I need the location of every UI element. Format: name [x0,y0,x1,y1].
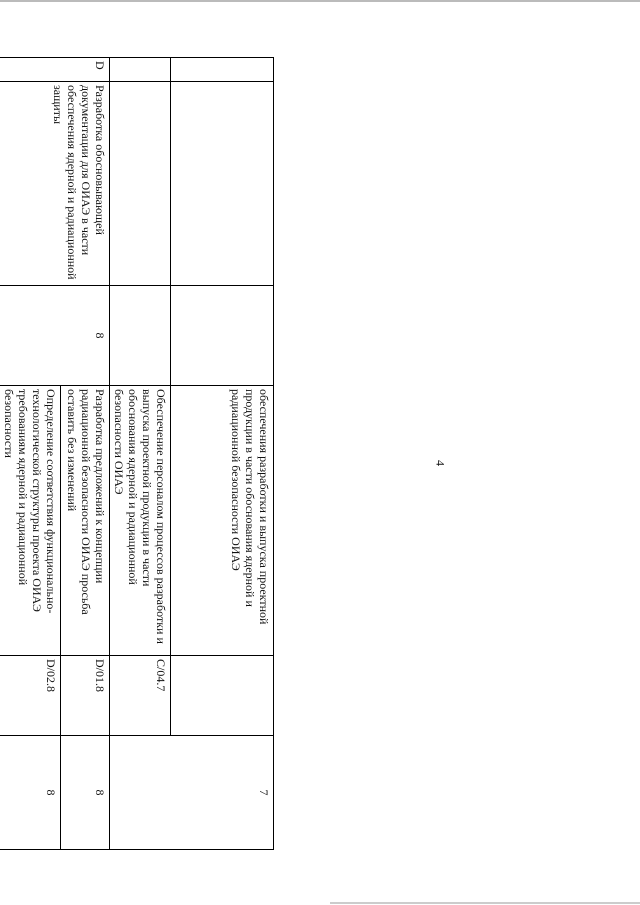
cell-code [110,58,171,82]
cell-func-code [171,656,274,736]
scan-edge-top [0,0,640,2]
cell-func-level: 7 [110,736,274,850]
page-number: 4 [433,460,448,466]
cell-level [110,286,171,386]
cell-function: Разработка предложений к концепции радиационной безопасности ОИАЭ просьба оставить без изменений [61,386,110,656]
cell-name: Разработка обосновывающей документации для ОИАЭ в части обеспечения ядерной и радиационной защиты [0,82,110,286]
table-row-c047 [110,58,171,850]
cell-code: D [0,58,110,82]
generalized-functions-table [0,57,274,850]
cell-name [110,82,171,286]
cell-func-level: 8 [61,736,110,850]
cell-level: 8 [0,286,110,386]
cell-func-code: C/04.7 [110,656,171,736]
cell-func-code: D/02.8 [0,656,61,736]
table-row-continuation [171,58,274,850]
rotated-table-container [2,57,274,849]
cell-code [171,58,274,82]
cell-function: Определение соответствия функционально-технологической структуры проекта ОИАЭ требованиям ядерной и радиационной безопасности [0,386,61,656]
table-row-d018 [61,58,110,850]
cell-function: Обеспечение персоналом процессов разработки и выпуска проектной продукции в части обоснования ядерной и радиационной безопасности ОИАЭ [110,386,171,656]
cell-level [171,286,274,386]
cell-name [171,82,274,286]
cell-func-level: 8 [0,736,61,850]
cell-func-code: D/01.8 [61,656,110,736]
scan-edge-bottom [330,902,640,904]
cell-function: обеспечения разработки и выпуска проектной продукции в части обоснования ядерной и радиационной безопасности ОИАЭ [171,386,274,656]
